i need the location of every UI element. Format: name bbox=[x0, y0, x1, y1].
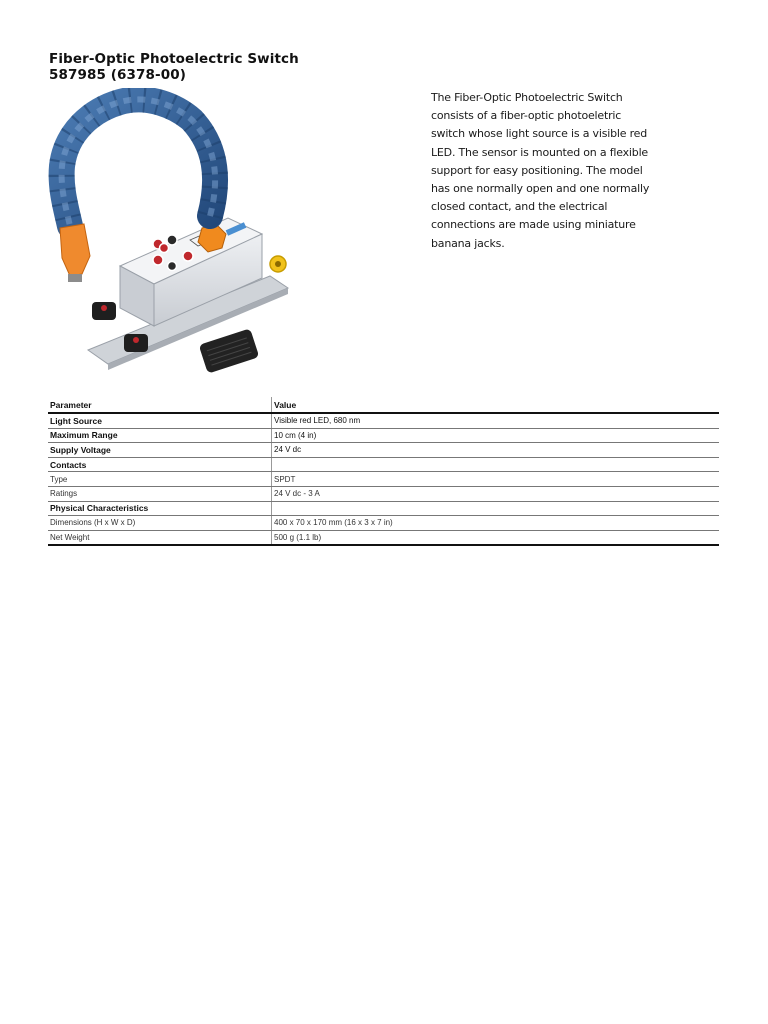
table-row bbox=[48, 413, 719, 428]
table-row bbox=[48, 516, 719, 531]
table-row bbox=[48, 486, 719, 501]
param-cell: Physical Characteristics bbox=[48, 501, 272, 516]
title-line-2: 587985 (6378-00) bbox=[49, 67, 186, 83]
value-cell: Visible red LED, 680 nm bbox=[272, 413, 720, 428]
product-description: The Fiber-Optic Photoelectric Switch consists of a fiber-optic photoeletric switch whose light source is a visible red LED. The sensor is mounted on a flexible support for easy positioning. The model has one normally open and one normally closed contact, and the electrical connections are made using miniature banana jacks. bbox=[431, 91, 650, 250]
param-cell: Supply Voltage bbox=[48, 443, 272, 458]
table-row bbox=[48, 472, 719, 487]
param-cell: Dimensions (H x W x D) bbox=[48, 516, 272, 531]
value-cell bbox=[272, 457, 720, 472]
value-cell: 24 V dc bbox=[272, 443, 720, 458]
table-row bbox=[48, 530, 719, 545]
param-cell: Maximum Range bbox=[48, 428, 272, 443]
value-cell bbox=[272, 501, 720, 516]
column-header-value: Value bbox=[272, 397, 720, 413]
param-cell: Net Weight bbox=[48, 530, 272, 545]
value-cell: SPDT bbox=[272, 472, 720, 487]
value-cell: 10 cm (4 in) bbox=[272, 428, 720, 443]
page-title bbox=[49, 51, 299, 83]
param-cell: Light Source bbox=[48, 413, 272, 428]
value-cell: 500 g (1.1 lb) bbox=[272, 530, 720, 545]
table-row bbox=[48, 443, 719, 458]
specifications-table bbox=[48, 397, 719, 546]
param-cell: Contacts bbox=[48, 457, 272, 472]
title-line-1: Fiber-Optic Photoelectric Switch bbox=[49, 51, 299, 67]
param-cell: Ratings bbox=[48, 486, 272, 501]
value-cell: 400 x 70 x 170 mm (16 x 3 x 7 in) bbox=[272, 516, 720, 531]
table-row bbox=[48, 501, 719, 516]
column-header-parameter: Parameter bbox=[48, 397, 272, 413]
table-row bbox=[48, 428, 719, 443]
table-row bbox=[48, 457, 719, 472]
orange-nozzle bbox=[60, 224, 90, 276]
product-image bbox=[40, 88, 300, 388]
table-header-row bbox=[48, 397, 719, 413]
value-cell: 24 V dc - 3 A bbox=[272, 486, 720, 501]
param-cell: Type bbox=[48, 472, 272, 487]
